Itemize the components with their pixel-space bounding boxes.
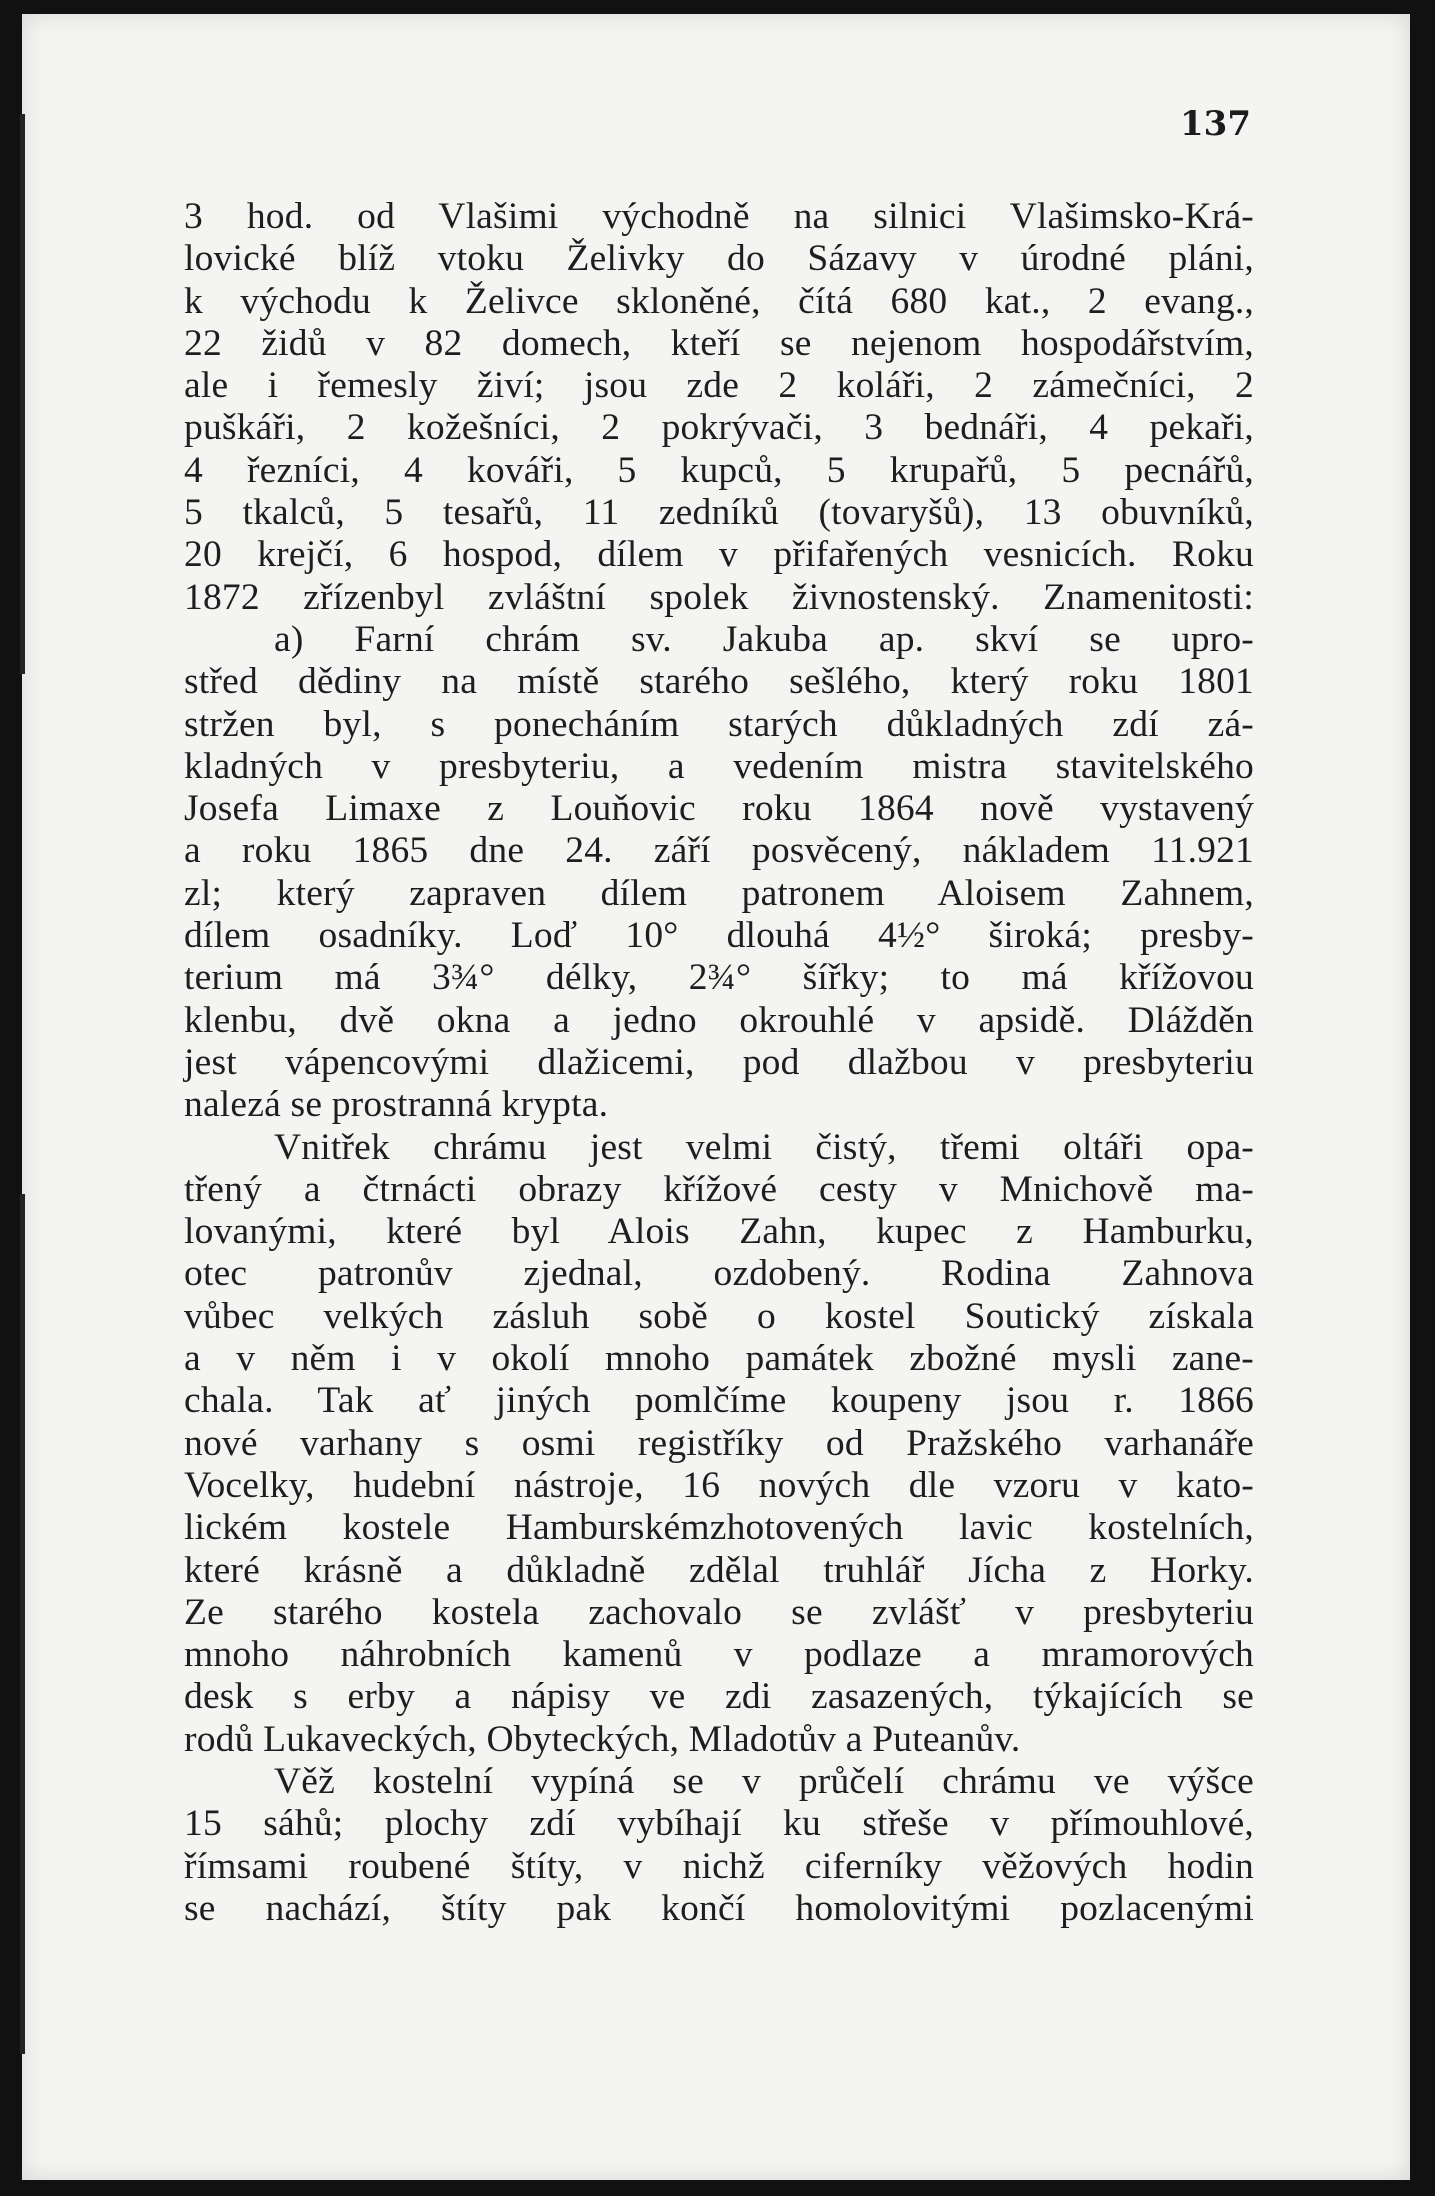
text-line: jest vápencovými dlažicemi, pod dlažbou v presbyteriu bbox=[184, 1041, 1254, 1083]
scan-border-left bbox=[0, 0, 22, 2196]
text-line: 3 hod. od Vlašimi východně na silnici Vlašimsko-Krá- bbox=[184, 196, 1254, 237]
text-line: Vocelky, hudební nástroje, 16 nových dle vzoru v kato- bbox=[184, 1464, 1254, 1506]
text-line: Věž kostelní vypíná se v průčelí chrámu ve výšce bbox=[274, 1760, 1254, 1802]
text-line: 15 sáhů; plochy zdí vybíhají ku střeše v přímouhlové, bbox=[184, 1803, 1254, 1845]
text-line: klenbu, dvě okna a jedno okrouhlé v apsidě. Dlážděn bbox=[184, 999, 1254, 1041]
text-line: 5 tkalců, 5 tesařů, 11 zedníků (tovaryšů), 13 obuvníků, bbox=[184, 492, 1254, 534]
text-line: nové varhany s osmi registříky od Pražského varhanáře bbox=[184, 1422, 1254, 1464]
scan-border-top bbox=[0, 0, 1435, 14]
text-line: nalezá se prostranná krypta. bbox=[184, 1084, 609, 1126]
text-line: lovanými, které byl Alois Zahn, kupec z Hamburku, bbox=[184, 1211, 1254, 1253]
text-line: ale i řemesly živí; jsou zde 2 koláři, 2 zámečníci, 2 bbox=[184, 365, 1254, 407]
text-line: lovické blíž vtoku Želivky do Sázavy v úrodné pláni, bbox=[184, 238, 1254, 280]
text-line: třený a čtrnácti obrazy křížové cesty v Mnichově ma- bbox=[184, 1168, 1254, 1210]
text-line: a v něm i v okolí mnoho památek zbožné mysli zane- bbox=[184, 1338, 1254, 1380]
text-line: kladných v presbyteriu, a vedením mistra stavitelského bbox=[184, 745, 1254, 787]
body-text bbox=[184, 196, 1254, 1930]
text-line: a roku 1865 dne 24. září posvěcený, nákladem 11.921 bbox=[184, 830, 1254, 872]
text-line: které krásně a důkladně zdělal truhlář Jícha z Horky. bbox=[184, 1549, 1254, 1591]
text-line: rodů Lukaveckých, Obyteckých, Mladotův a Puteanův. bbox=[184, 1718, 1021, 1760]
text-line: terium má 3¾° délky, 2¾° šířky; to má křížovou bbox=[184, 957, 1254, 999]
text-line: chala. Tak ať jiných pomlčíme koupeny jsou r. 1866 bbox=[184, 1380, 1254, 1422]
margin-mark-bottom bbox=[20, 1194, 25, 2054]
text-line: otec patronův zjednal, ozdobený. Rodina Zahnova bbox=[184, 1253, 1254, 1295]
text-line: Josefa Limaxe z Louňovic roku 1864 nově vystavený bbox=[184, 788, 1254, 830]
text-line: dílem osadníky. Loď 10° dlouhá 4½° široká; presby- bbox=[184, 915, 1254, 957]
text-line: Vnitřek chrámu jest velmi čistý, třemi oltáři opa- bbox=[274, 1126, 1254, 1168]
text-line: 1872 zřízenbyl zvláštní spolek živnostenský. Znamenitosti: bbox=[184, 576, 1254, 618]
text-line: vůbec velkých zásluh sobě o kostel Soutický získala bbox=[184, 1295, 1254, 1337]
text-line: se nachází, štíty pak končí homolovitými pozlacenými bbox=[184, 1887, 1254, 1929]
page-number: 137 bbox=[1180, 104, 1251, 144]
text-line: lickém kostele Hamburskémzhotovených lavic kostelních, bbox=[184, 1507, 1254, 1549]
text-line: střed dědiny na místě starého sešlého, který roku 1801 bbox=[184, 661, 1254, 703]
text-line: 22 židů v 82 domech, kteří se nejenom hospodářstvím, bbox=[184, 322, 1254, 364]
text-line: mnoho náhrobních kamenů v podlaze a mramorových bbox=[184, 1634, 1254, 1676]
text-line: puškáři, 2 kožešníci, 2 pokrývači, 3 bednáři, 4 pekaři, bbox=[184, 407, 1254, 449]
text-line: stržen byl, s ponecháním starých důkladných zdí zá- bbox=[184, 703, 1254, 745]
text-line: 20 krejčí, 6 hospod, dílem v přifařených vesnicích. Roku bbox=[184, 534, 1254, 576]
margin-mark-top bbox=[20, 114, 25, 674]
text-line: k východu k Želivce skloněné, čítá 680 kat., 2 evang., bbox=[184, 280, 1254, 322]
text-line: a) Farní chrám sv. Jakuba ap. skví se upro- bbox=[274, 618, 1254, 660]
text-line: římsami roubené štíty, v nichž ciferníky věžových hodin bbox=[184, 1845, 1254, 1887]
scan-border-bottom bbox=[0, 2180, 1435, 2196]
text-line: desk s erby a nápisy ve zdi zasazených, týkajících se bbox=[184, 1676, 1254, 1718]
text-line: zl; který zapraven dílem patronem Aloisem Zahnem, bbox=[184, 872, 1254, 914]
text-line: 4 řezníci, 4 kováři, 5 kupců, 5 krupařů, 5 pecnářů, bbox=[184, 449, 1254, 491]
scan-border-right bbox=[1410, 0, 1435, 2196]
text-line: Ze starého kostela zachovalo se zvlášť v presbyteriu bbox=[184, 1591, 1254, 1633]
